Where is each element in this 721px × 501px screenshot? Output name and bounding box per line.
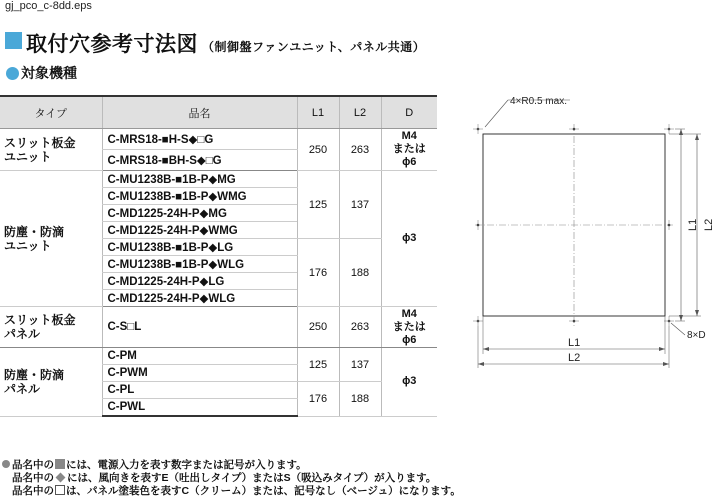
bullet-dot-icon (2, 460, 10, 468)
note-line-2: 品名中の には、風向きを表すE（吐出しタイプ）またはS（吸込みタイプ）が入ります。 (12, 472, 437, 484)
type-label-line: ユニット (4, 238, 52, 253)
d-value-line: M4 (401, 130, 417, 142)
header-d: D (381, 96, 437, 129)
d-value-line: または (392, 143, 426, 155)
title-text: 取付穴参考寸法図 (26, 33, 198, 56)
dimension-label-l2-horizontal: L2 (568, 352, 581, 364)
l2-cell: 137 (339, 171, 381, 239)
product-name-cell: C-MRS18-■BH-S◆□G (102, 150, 297, 171)
type-cell (0, 171, 102, 307)
type-label-line: スリット板金 (4, 313, 76, 327)
table-row (0, 171, 437, 188)
product-name-cell: C-MD1225-24H-P◆LG (102, 273, 297, 290)
corner-leader-line (485, 100, 508, 127)
page-title (26, 28, 425, 58)
hole-count-label: 8×D (687, 330, 706, 341)
type-label-line: パネル (4, 381, 41, 396)
type-label-line: スリット板金 (4, 135, 76, 150)
product-name-cell: C-PWM (102, 365, 297, 382)
table-row (0, 129, 437, 150)
l2-cell: 263 (339, 129, 381, 171)
type-label-line: ユニット (4, 149, 52, 164)
d-cell (381, 171, 437, 307)
spec-table (0, 95, 437, 417)
l1-cell: 125 (297, 348, 339, 382)
product-name-cell: C-MD1225-24H-P◆MG (102, 205, 297, 222)
type-cell (0, 129, 102, 171)
l2-cell: 263 (339, 307, 381, 348)
filled-square-icon (55, 459, 65, 469)
d-value-line: ɸ6 (402, 333, 417, 346)
product-name-cell: C-MD1225-24H-P◆WLG (102, 290, 297, 307)
l2-cell: 188 (339, 382, 381, 417)
header-l2: L2 (339, 96, 381, 129)
l1-cell: 250 (297, 129, 339, 171)
d-cell (381, 307, 437, 348)
l1-cell: 176 (297, 239, 339, 307)
note-line-3: 品名中の は、パネル塗装色を表すC（クリーム）または、記号なし（ベージュ）になります。 (12, 485, 461, 497)
dimension-label-l1-horizontal: L1 (568, 337, 581, 349)
note-line-1: 品名中の には、電源入力を表す数字または記号が入ります。 (2, 459, 461, 472)
d-cell (381, 129, 437, 171)
product-name-cell: C-PWL (102, 399, 297, 417)
type-cell (0, 348, 102, 417)
product-name-cell: C-MU1238B-■1B-P◆WMG (102, 188, 297, 205)
empty-square-icon (55, 485, 65, 495)
table-row (0, 348, 437, 365)
d-value-line: ɸ3 (402, 232, 417, 244)
l2-cell: 137 (339, 348, 381, 382)
header-type: タイプ (0, 96, 102, 129)
d-value-line: M4 (401, 307, 417, 320)
product-name-cell: C-MU1238B-■1B-P◆LG (102, 239, 297, 256)
type-cell (0, 307, 102, 348)
dimension-label-l1-vertical: L1 (687, 218, 699, 231)
table-row (0, 307, 437, 348)
l1-cell: 250 (297, 307, 339, 348)
diamond-icon (56, 473, 66, 483)
product-name-cell: C-MD1225-24H-P◆WMG (102, 222, 297, 239)
l2-cell: 188 (339, 239, 381, 307)
header-row (0, 96, 437, 129)
product-name-cell: C-MU1238B-■1B-P◆MG (102, 171, 297, 188)
product-name-cell: C-PM (102, 348, 297, 365)
hole-leader-line (671, 323, 685, 335)
type-label-line: 防塵・防滴 (4, 367, 65, 382)
file-name: gj_pco_c-8dd.eps (5, 0, 92, 12)
type-label-line: パネル (4, 327, 41, 341)
notes (2, 459, 461, 498)
mounting-hole-drawing (445, 90, 721, 370)
dimension-label-l2-vertical: L2 (703, 218, 715, 231)
title-square-icon (5, 32, 22, 49)
product-name-cell: C-MRS18-■H-S◆□G (102, 129, 297, 150)
type-label-line: 防塵・防滴 (4, 224, 65, 239)
header-name: 品名 (102, 96, 297, 129)
product-name-cell: C-MU1238B-■1B-P◆WLG (102, 256, 297, 273)
bullet-dot-icon (6, 67, 19, 80)
title-note: （制御盤ファンユニット、パネル共通） (202, 40, 426, 54)
corner-radius-label: 4×R0.5 max. (510, 96, 567, 107)
d-value-line: ɸ3 (402, 375, 417, 388)
d-value-line: ɸ6 (402, 156, 417, 168)
section-subtitle: 対象機種 (21, 65, 77, 81)
header-l1: L1 (297, 96, 339, 129)
product-name-cell: C-PL (102, 382, 297, 399)
d-value-line: または (392, 320, 426, 333)
l1-cell: 176 (297, 382, 339, 417)
product-name-cell: C-S□L (102, 307, 297, 348)
l1-cell: 125 (297, 171, 339, 239)
d-cell (381, 348, 437, 417)
